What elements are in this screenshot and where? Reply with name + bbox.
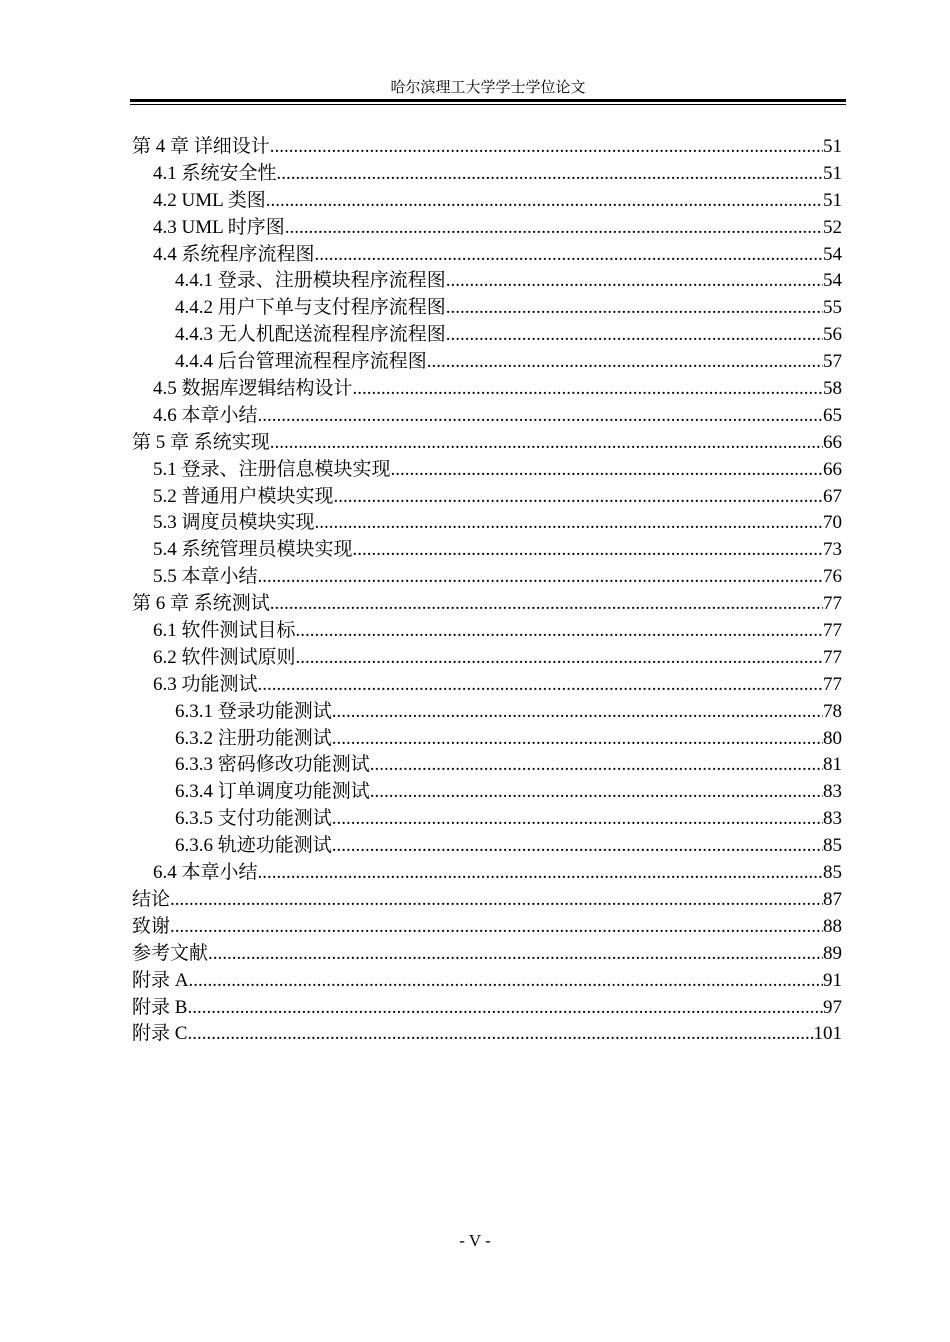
table-of-contents [132, 134, 842, 1048]
toc-entry-title: 第 4 章 详细设计 [132, 136, 270, 157]
toc-entry-title: 4.5 数据库逻辑结构设计 [153, 378, 353, 400]
toc-entry-title: 4.4 系统程序流程图 [153, 243, 315, 265]
toc-entry[interactable] [132, 887, 842, 914]
toc-entry[interactable] [132, 968, 842, 995]
toc-leader-dots [353, 376, 823, 403]
toc-entry[interactable] [132, 779, 842, 806]
toc-leader-dots [270, 591, 823, 618]
toc-entry-page: 57 [823, 351, 842, 373]
toc-entry[interactable] [132, 941, 842, 968]
toc-leader-dots [391, 457, 823, 484]
toc-leader-dots [446, 322, 823, 349]
toc-leader-dots [188, 968, 823, 995]
toc-entry[interactable] [132, 672, 842, 699]
toc-entry-page: 54 [823, 243, 842, 265]
toc-entry[interactable] [132, 860, 842, 887]
toc-leader-dots [170, 914, 823, 941]
toc-entry-page: 56 [823, 324, 842, 346]
toc-entry-page: 91 [823, 969, 842, 991]
toc-entry-title: 6.3.6 轨迹功能测试 [175, 835, 332, 857]
toc-entry-title: 5.2 普通用户模块实现 [153, 485, 334, 507]
toc-leader-dots [370, 779, 823, 806]
toc-entry-title: 致谢 [132, 915, 171, 937]
toc-entry[interactable] [132, 457, 842, 484]
page-header-title: 哈尔滨理工大学学士学位论文 [390, 80, 586, 96]
toc-entry-page: 51 [823, 189, 842, 211]
toc-entry-title: 4.1 系统安全性 [153, 162, 277, 184]
toc-entry[interactable] [132, 376, 842, 403]
toc-entry[interactable] [132, 134, 842, 161]
toc-entry-title: 参考文献 [132, 942, 209, 964]
toc-leader-dots [266, 188, 823, 215]
toc-leader-dots [446, 268, 823, 295]
toc-entry-page: 97 [823, 996, 842, 1018]
toc-entry[interactable] [132, 914, 842, 941]
toc-entry-title: 5.3 调度员模块实现 [153, 512, 315, 534]
toc-entry-page: 83 [823, 781, 842, 803]
toc-entry[interactable] [132, 806, 842, 833]
toc-entry-page: 58 [823, 378, 842, 400]
toc-entry-title: 6.3.2 注册功能测试 [175, 727, 332, 749]
toc-entry[interactable] [132, 430, 842, 457]
toc-entry-title: 第 5 章 系统实现 [132, 431, 270, 453]
toc-entry-page: 77 [823, 620, 842, 642]
toc-leader-dots [258, 672, 823, 699]
toc-entry[interactable] [132, 591, 842, 618]
toc-leader-dots [446, 295, 823, 322]
toc-entry[interactable] [132, 188, 842, 215]
header-rule-thin [130, 104, 846, 105]
toc-entry-page: 51 [823, 162, 842, 184]
toc-leader-dots [285, 215, 823, 242]
toc-leader-dots [270, 134, 823, 161]
toc-entry-title: 5.1 登录、注册信息模块实现 [153, 458, 391, 480]
toc-leader-dots [208, 941, 823, 968]
toc-entry-title: 6.3 功能测试 [153, 673, 258, 695]
toc-leader-dots [187, 995, 823, 1022]
toc-entry-title: 附录 C [132, 1023, 188, 1045]
toc-entry-page: 76 [823, 566, 842, 588]
toc-leader-dots [334, 484, 823, 511]
toc-entry[interactable] [132, 349, 842, 376]
toc-entry-title: 4.6 本章小结 [153, 404, 258, 426]
toc-entry-page: 66 [823, 458, 842, 480]
toc-entry-title: 4.4.3 无人机配送流程程序流程图 [175, 324, 446, 346]
page-number: - V - [459, 1231, 491, 1250]
toc-entry-page: 51 [823, 136, 842, 157]
toc-leader-dots [315, 242, 823, 269]
toc-entry[interactable] [132, 699, 842, 726]
toc-entry-page: 83 [823, 808, 842, 830]
toc-entry[interactable] [132, 645, 842, 672]
toc-entry[interactable] [132, 242, 842, 269]
toc-leader-dots [258, 564, 823, 591]
toc-entry-title: 4.3 UML 时序图 [153, 216, 285, 238]
toc-entry[interactable] [132, 215, 842, 242]
toc-entry-title: 6.3.1 登录功能测试 [175, 700, 332, 722]
toc-entry[interactable] [132, 752, 842, 779]
toc-entry-page: 65 [823, 404, 842, 426]
toc-entry-page: 101 [813, 1023, 842, 1045]
toc-entry-title: 6.3.5 支付功能测试 [175, 808, 332, 830]
toc-entry[interactable] [132, 510, 842, 537]
toc-entry-title: 结论 [132, 888, 171, 910]
toc-entry[interactable] [132, 161, 842, 188]
toc-entry-title: 5.5 本章小结 [153, 566, 258, 588]
header-rule-thick [130, 99, 846, 102]
toc-entry[interactable] [132, 403, 842, 430]
toc-entry[interactable] [132, 484, 842, 511]
toc-entry[interactable] [132, 1021, 842, 1048]
toc-entry-title: 4.4.1 登录、注册模块程序流程图 [175, 270, 446, 292]
toc-entry-title: 6.1 软件测试目标 [153, 620, 296, 642]
toc-entry-page: 88 [823, 915, 842, 937]
toc-entry-page: 77 [823, 646, 842, 668]
toc-entry-title: 4.4.4 后台管理流程程序流程图 [175, 351, 427, 373]
toc-leader-dots [170, 887, 823, 914]
toc-leader-dots [258, 403, 823, 430]
toc-entry-title: 6.4 本章小结 [153, 862, 258, 884]
toc-leader-dots [353, 537, 823, 564]
toc-entry[interactable] [132, 564, 842, 591]
toc-entry-page: 54 [823, 270, 842, 292]
toc-leader-dots [370, 752, 823, 779]
toc-entry-title: 4.4.2 用户下单与支付程序流程图 [175, 297, 446, 319]
toc-entry[interactable] [132, 295, 842, 322]
toc-entry-page: 89 [823, 942, 842, 964]
toc-entry-title: 5.4 系统管理员模块实现 [153, 539, 353, 561]
toc-entry-page: 77 [823, 593, 842, 615]
toc-entry-title: 6.3.4 订单调度功能测试 [175, 781, 370, 803]
toc-leader-dots [270, 430, 823, 457]
toc-entry[interactable] [132, 618, 842, 645]
toc-entry[interactable] [132, 995, 842, 1022]
toc-entry-title: 第 6 章 系统测试 [132, 593, 270, 615]
toc-entry[interactable] [132, 833, 842, 860]
toc-entry-page: 78 [823, 700, 842, 722]
toc-entry-title: 附录 A [132, 969, 189, 991]
toc-leader-dots [296, 618, 823, 645]
toc-leader-dots [296, 645, 823, 672]
toc-entry[interactable] [132, 322, 842, 349]
toc-entry-page: 85 [823, 835, 842, 857]
toc-leader-dots [332, 806, 823, 833]
toc-entry-page: 80 [823, 727, 842, 749]
toc-entry-title: 6.2 软件测试原则 [153, 646, 296, 668]
toc-entry-title: 附录 B [132, 996, 188, 1018]
toc-entry-page: 55 [823, 297, 842, 319]
toc-leader-dots [187, 1021, 813, 1048]
toc-entry-page: 70 [823, 512, 842, 534]
toc-leader-dots [332, 833, 823, 860]
toc-entry-page: 81 [823, 754, 842, 776]
toc-entry[interactable] [132, 537, 842, 564]
toc-entry-title: 6.3.3 密码修改功能测试 [175, 754, 370, 776]
toc-leader-dots [277, 161, 823, 188]
toc-leader-dots [427, 349, 823, 376]
toc-entry[interactable] [132, 726, 842, 753]
toc-entry-page: 73 [823, 539, 842, 561]
toc-leader-dots [332, 726, 823, 753]
toc-entry-page: 87 [823, 888, 842, 910]
toc-entry-title: 4.2 UML 类图 [153, 189, 266, 211]
toc-leader-dots [315, 510, 823, 537]
toc-entry[interactable] [132, 268, 842, 295]
toc-leader-dots [258, 860, 823, 887]
toc-leader-dots [332, 699, 823, 726]
toc-entry-page: 52 [823, 216, 842, 238]
toc-entry-page: 66 [823, 431, 842, 453]
toc-entry-page: 77 [823, 673, 842, 695]
toc-entry-page: 67 [823, 485, 842, 507]
toc-entry-page: 85 [823, 862, 842, 884]
